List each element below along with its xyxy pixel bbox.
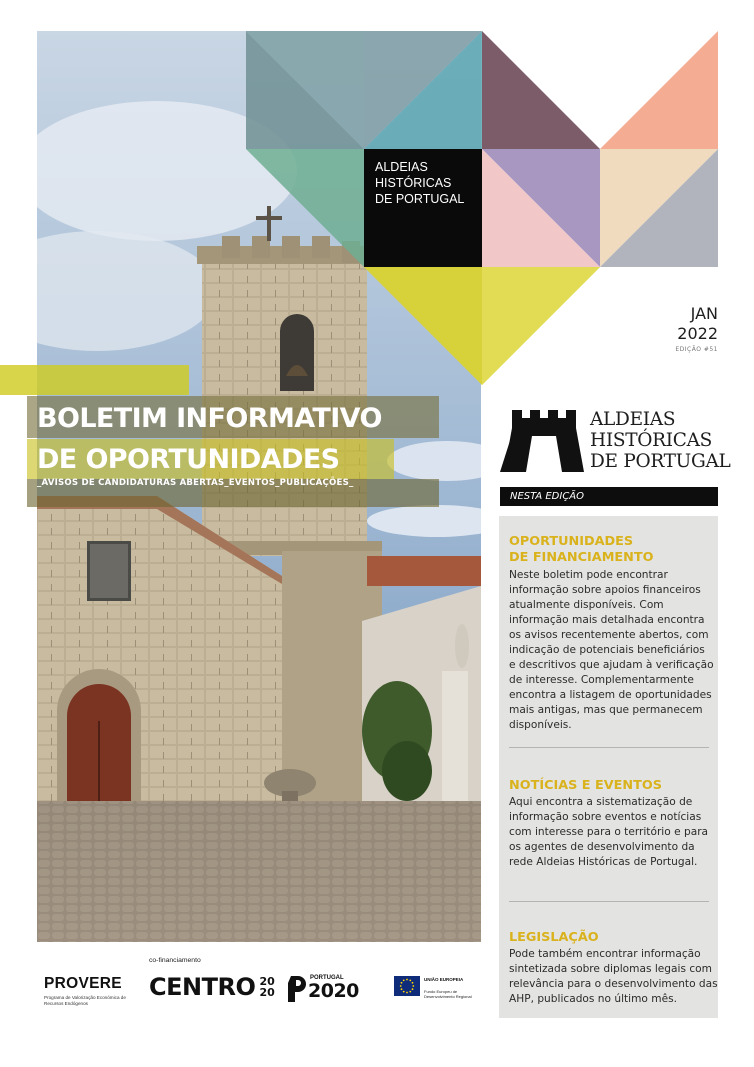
portugal2020-logo (288, 974, 378, 1004)
title-accent-band (0, 365, 189, 395)
centro-word: CENTRO (149, 973, 256, 1001)
portugal-2020: 2020 (308, 980, 359, 1002)
cover-title-line1: BOLETIM INFORMATIVO (37, 403, 382, 434)
issue-date (675, 304, 718, 353)
body-line: informação sobre apoios financeiros (509, 584, 701, 596)
section-title-line: LEGISLAÇÃO (509, 930, 599, 945)
section-body-legislacao (509, 947, 718, 1007)
body-line: e descritivos que ajudam à verificação (509, 659, 714, 671)
section-title-legislacao (509, 930, 599, 946)
body-line: Aqui encontra a sistematização de (509, 796, 693, 808)
body-line: Neste boletim pode encontrar (509, 569, 668, 581)
eu-fund-name: Fundo Europeu de Desenvolvimento Regional (424, 989, 472, 999)
contents-sidebar (499, 516, 718, 1018)
provere-subtitle: Programa de Valorização Económica de Recursos Endógenos (44, 995, 126, 1006)
issue-month: JAN (690, 304, 718, 323)
body-line: relevância para o desenvolvimento das (509, 978, 718, 990)
body-line: rede Aldeias Históricas de Portugal. (509, 856, 698, 868)
body-line: de interesse. Complementarmente (509, 674, 694, 686)
section-title-noticias (509, 778, 662, 794)
body-line: informação mais detalhada encontra (509, 614, 705, 626)
aldeias-logo-wordmark (590, 409, 731, 472)
badge-line: DE PORTUGAL (375, 192, 465, 206)
section-title-line: NOTÍCIAS E EVENTOS (509, 778, 662, 793)
eu-title: UNIÃO EUROPEIA (424, 977, 464, 982)
cover-subtitle: _AVISOS DE CANDIDATURAS ABERTAS_EVENTOS_PUBLICAÇÕES_ (37, 478, 354, 488)
badge-line: ALDEIAS (375, 160, 428, 174)
body-line: atualmente disponíveis. Com (509, 599, 664, 611)
section-title-financiamento (509, 534, 654, 566)
issue-year: 2022 (677, 324, 718, 343)
portugal-small: PORTUGAL (310, 975, 344, 981)
aldeias-castle-logo-icon (500, 410, 584, 472)
section-divider (509, 901, 709, 902)
body-line: Pode também encontrar informação (509, 948, 701, 960)
body-line: os avisos recentemente abertos, com (509, 629, 709, 641)
cofinancing-label: co-financiamento (149, 957, 201, 964)
section-title-line: OPORTUNIDADES (509, 534, 634, 549)
cover-title-line2: DE OPORTUNIDADES (37, 444, 340, 475)
logo-line: DE PORTUGAL (590, 451, 731, 472)
body-line: AHP, publicados no último mês. (509, 993, 678, 1005)
body-line: indicação de potenciais beneficiários (509, 644, 705, 656)
body-line: encontra a listagem de oportunidades (509, 689, 712, 701)
body-line: disponíveis. (509, 719, 572, 731)
logo-line: HISTÓRICAS (590, 430, 713, 451)
section-body-noticias (509, 795, 714, 870)
nesta-edicao-header: NESTA EDIÇÃO (500, 487, 718, 506)
badge-line: HISTÓRICAS (375, 176, 452, 190)
provere-name: PROVERE (44, 975, 122, 992)
logo-line: ALDEIAS (590, 409, 676, 430)
eu-logo (394, 976, 484, 1004)
centro-num-top: 20 (259, 975, 275, 988)
body-line: com interesse para o território e para (509, 826, 709, 838)
section-divider (509, 747, 709, 748)
portugal2020-mark-icon (288, 976, 306, 1002)
eu-flag-icon (394, 976, 420, 996)
centro-num-bottom: 20 (259, 986, 275, 999)
body-line: informação sobre eventos e notícias (509, 811, 702, 823)
body-line: mais antigas, mas que permanecem (509, 704, 703, 716)
section-title-line: DE FINANCIAMENTO (509, 550, 654, 565)
centro2020-logo (149, 972, 275, 1002)
issue-edition: EDIÇÃO #51 (675, 346, 718, 353)
aldeias-badge (364, 149, 482, 267)
provere-logo (44, 975, 130, 1006)
section-body-financiamento (509, 568, 714, 733)
body-line: os agentes de desenvolvimento da (509, 841, 695, 853)
body-line: sintetizada sobre diplomas legais com (509, 963, 712, 975)
